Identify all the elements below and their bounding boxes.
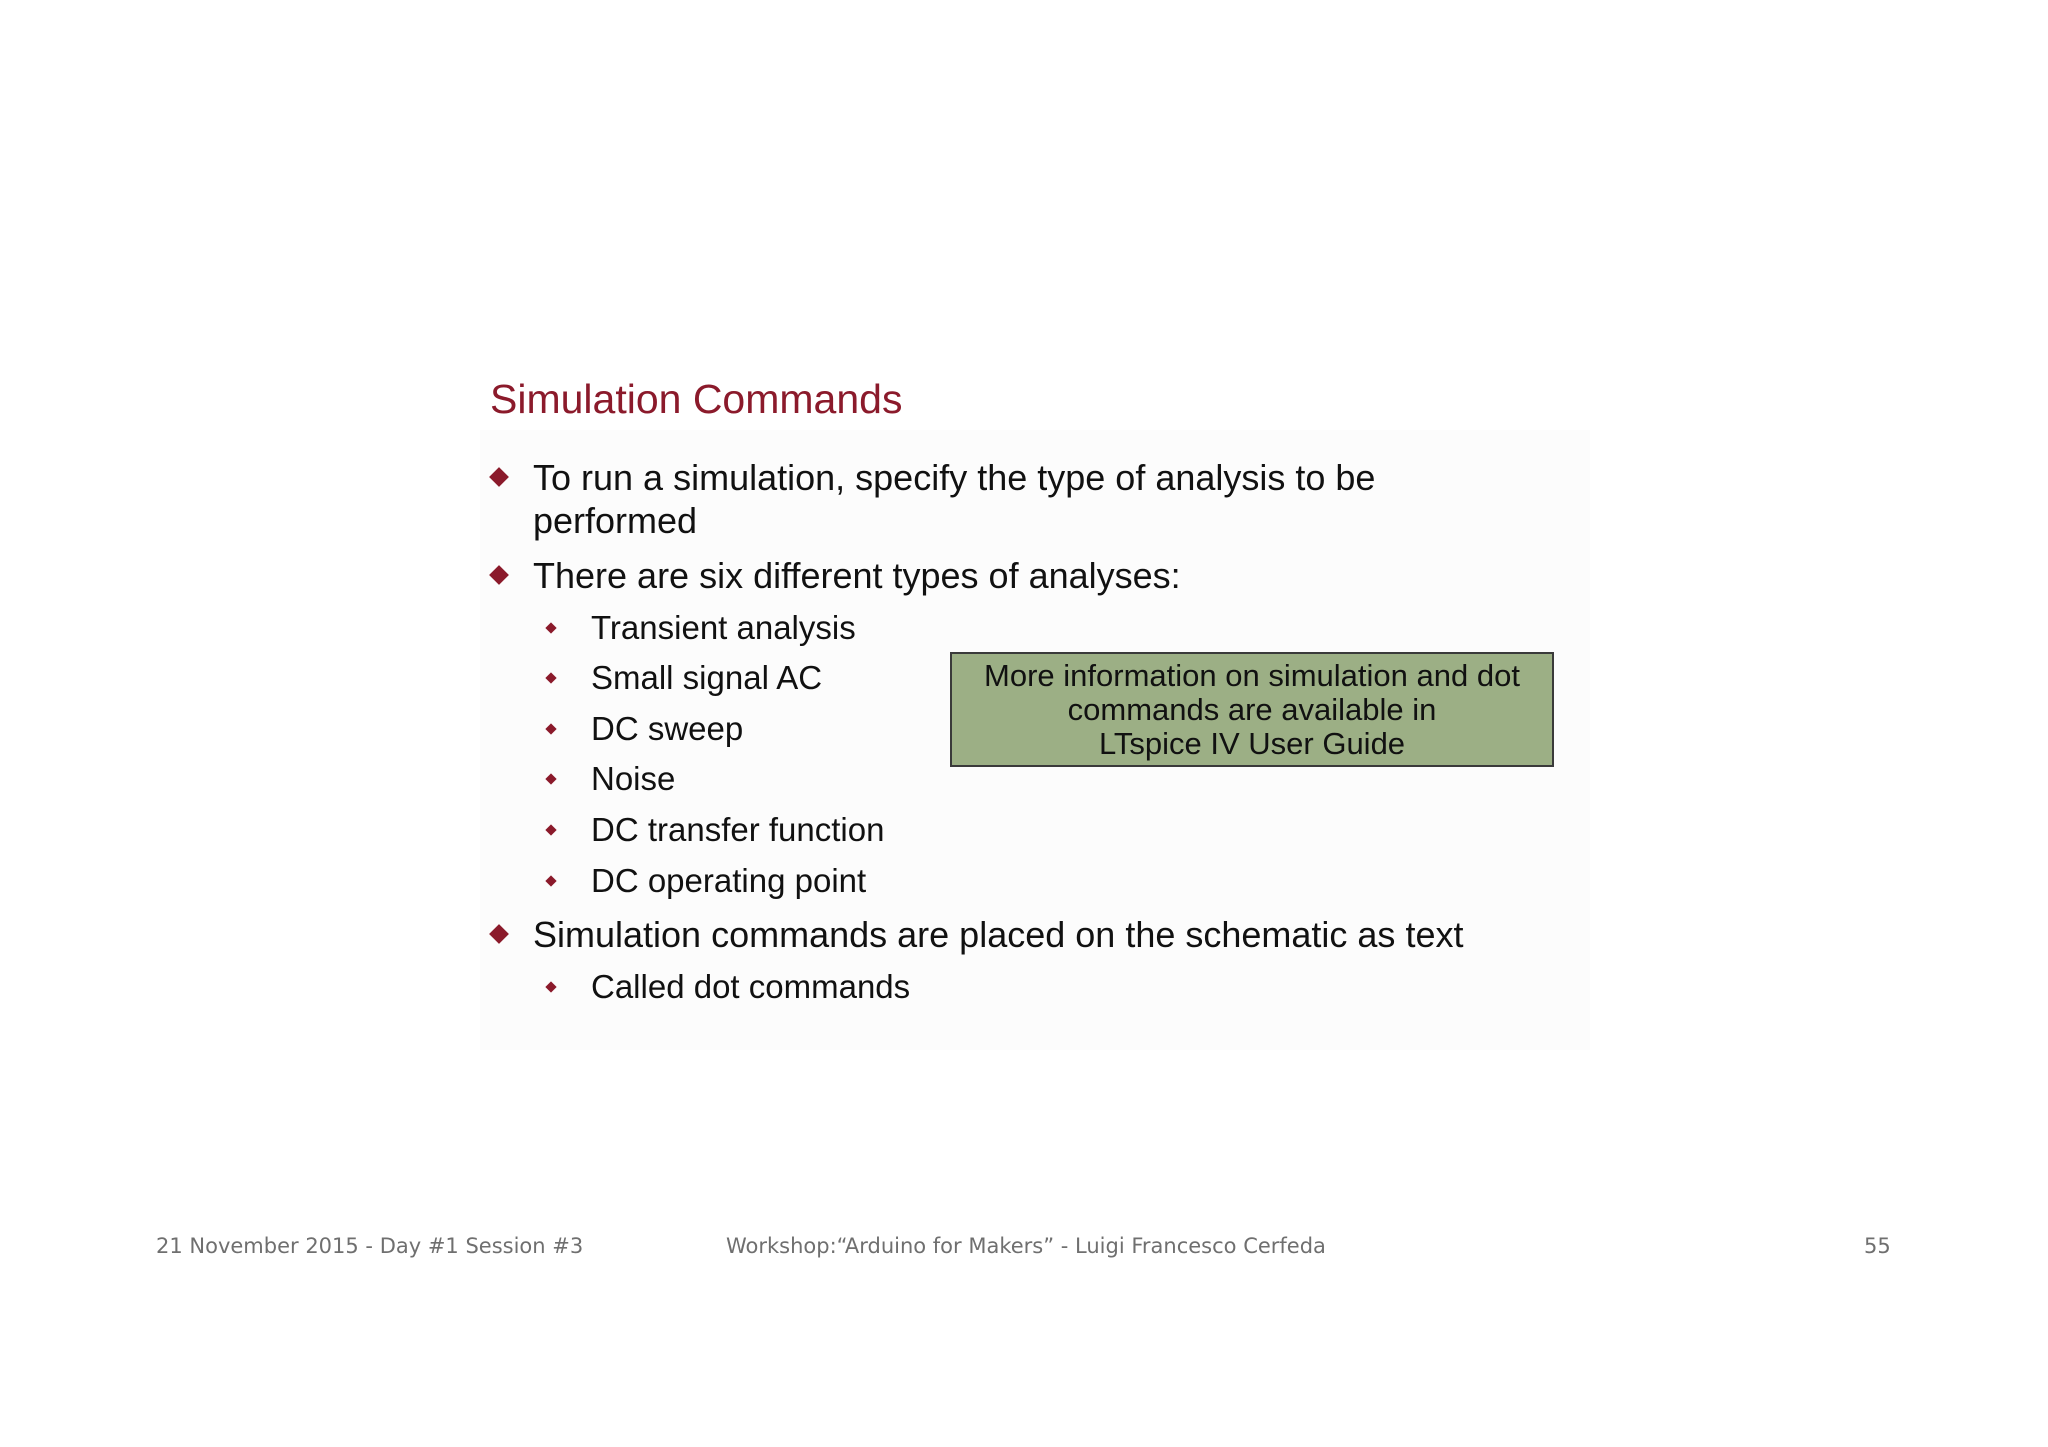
small-diamond-bullet-icon bbox=[546, 774, 556, 784]
info-note-box bbox=[950, 652, 1554, 767]
footer-workshop-title: Workshop:“Arduino for Makers” - Luigi Francesco Cerfeda bbox=[726, 1234, 1326, 1258]
footer-date: 21 November 2015 - Day #1 Session #3 bbox=[156, 1234, 584, 1258]
sub-bullet-text: Noise bbox=[591, 760, 676, 797]
sub-bullet-text: DC operating point bbox=[591, 862, 867, 899]
sub-bullet-text: DC transfer function bbox=[591, 811, 885, 848]
small-diamond-bullet-icon bbox=[546, 673, 556, 683]
small-diamond-bullet-icon bbox=[546, 825, 556, 835]
small-diamond-bullet-icon bbox=[546, 982, 556, 992]
sub-bullet-text: Small signal AC bbox=[591, 659, 823, 696]
diamond-bullet-icon bbox=[490, 925, 508, 943]
slide-title: Simulation Commands bbox=[490, 376, 903, 422]
bullet-text: performed bbox=[533, 500, 698, 541]
small-diamond-bullet-icon bbox=[546, 876, 556, 886]
footer-page-number: 55 bbox=[1864, 1234, 1891, 1258]
small-diamond-bullet-icon bbox=[546, 724, 556, 734]
bullet-text: There are six different types of analyses: bbox=[533, 555, 1181, 596]
small-diamond-bullet-icon bbox=[546, 623, 556, 633]
bullet-text: Simulation commands are placed on the schematic as text bbox=[533, 914, 1464, 955]
note-line: LTspice IV User Guide bbox=[1098, 726, 1406, 761]
sub-bullet-text: Called dot commands bbox=[591, 968, 911, 1005]
diamond-bullet-icon bbox=[490, 468, 508, 486]
note-line: commands are available in bbox=[1067, 692, 1437, 727]
bullet-text: To run a simulation, specify the type of analysis to be bbox=[533, 457, 1376, 498]
sub-bullet-text: DC sweep bbox=[591, 710, 744, 747]
diamond-bullet-icon bbox=[490, 566, 508, 584]
sub-bullet-text: Transient analysis bbox=[591, 609, 856, 646]
note-line: More information on simulation and dot bbox=[984, 658, 1520, 693]
